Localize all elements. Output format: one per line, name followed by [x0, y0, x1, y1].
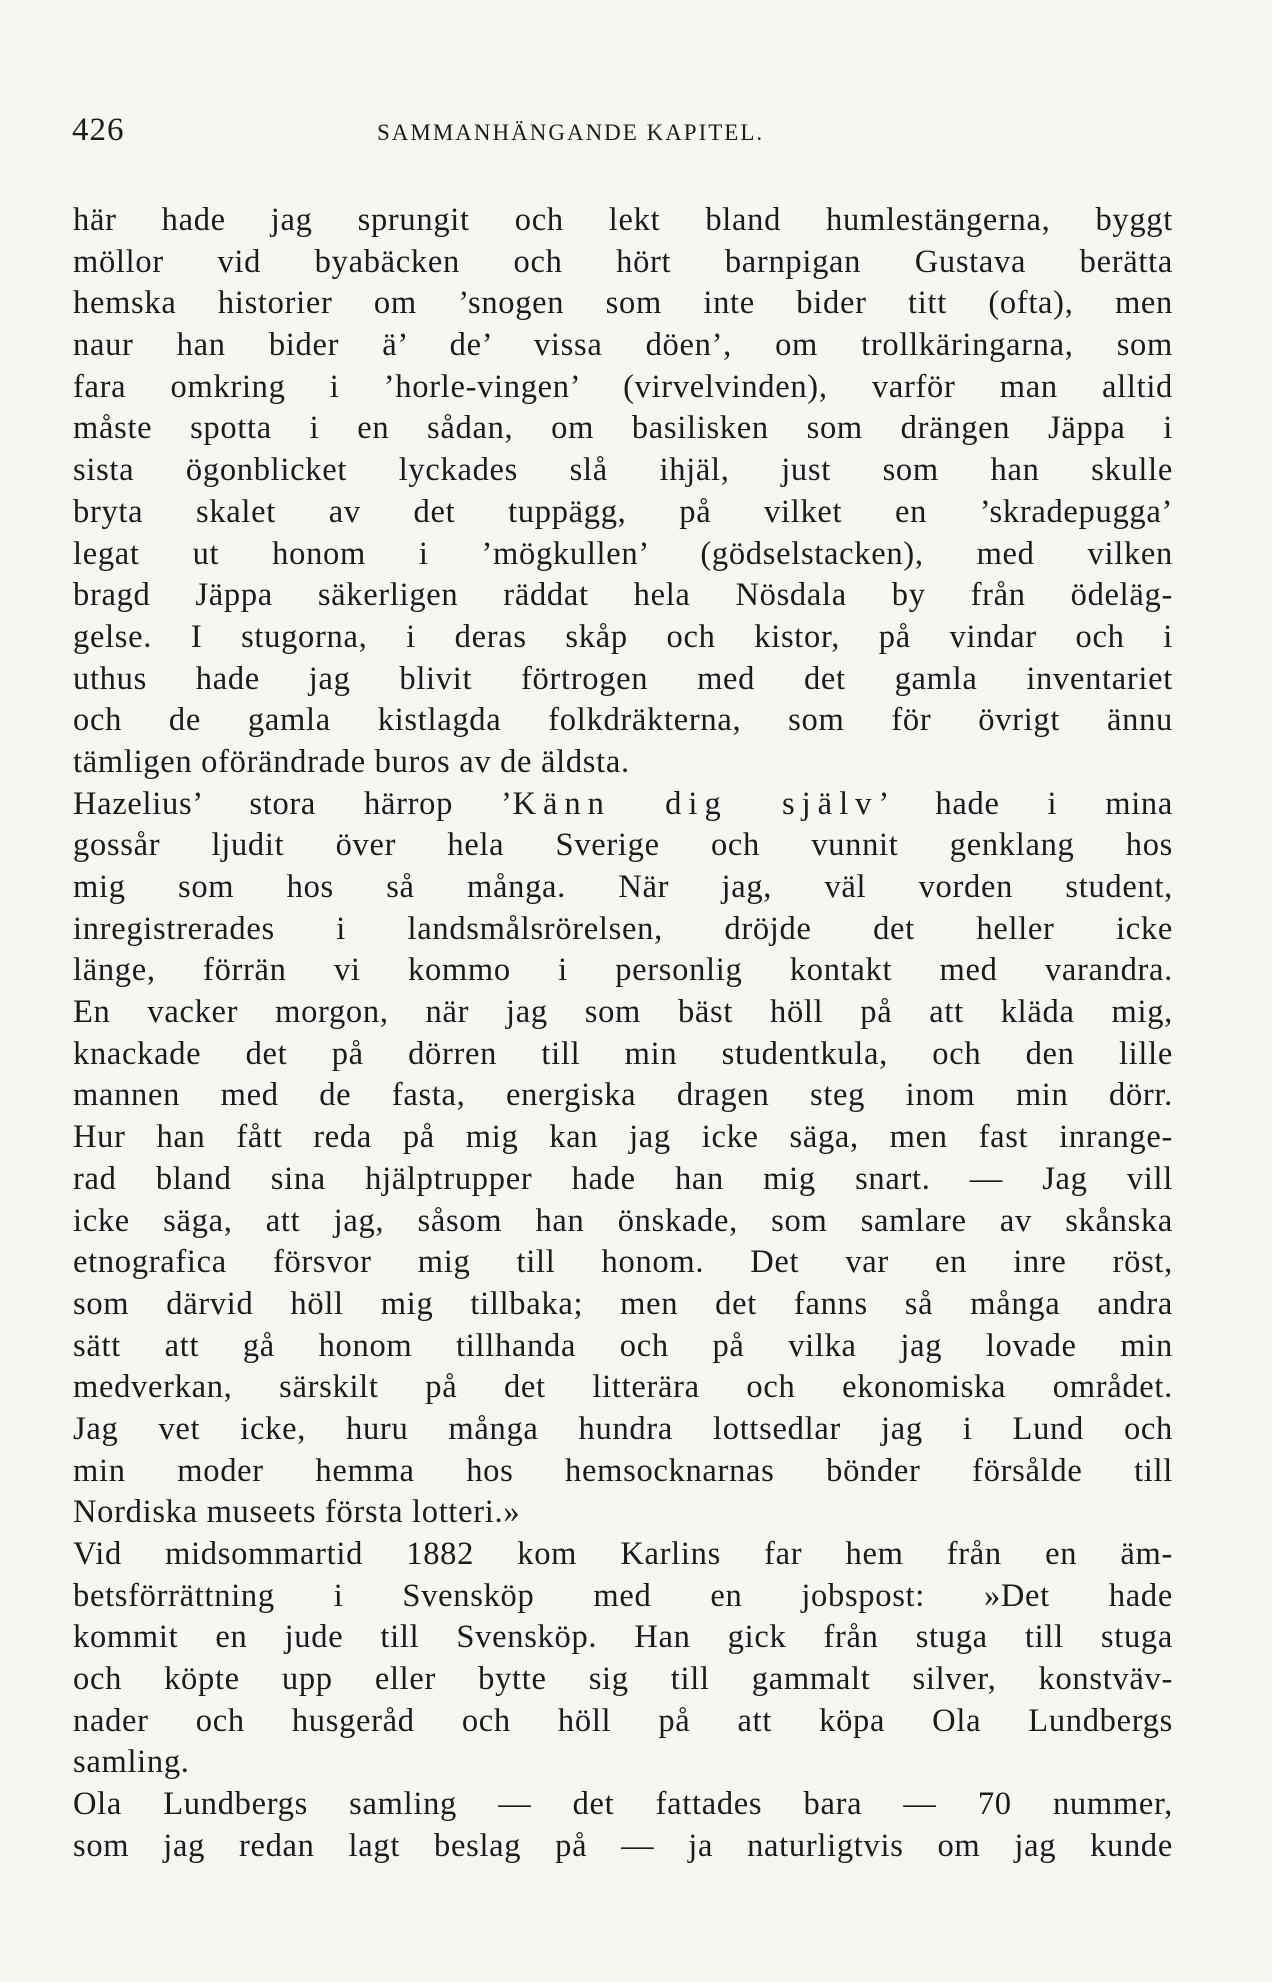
text-line: icke säga, att jag, såsom han önskade, som samlare av skånska: [73, 1202, 1173, 1239]
text-line: hemska historier om ’snogen som inte bider titt (ofta), men: [73, 285, 1173, 322]
body-text: [73, 200, 1173, 1868]
text-segment: Hazelius’ stora härrop ’: [73, 785, 513, 822]
text-line: mannen med de fasta, energiska dragen steg inom min dörr.: [73, 1077, 1173, 1114]
text-line: inregistrerades i landsmålsrörelsen, dröjde det heller icke: [73, 910, 1173, 947]
text-line: min moder hemma hos hemsocknarnas bönder försålde till: [73, 1452, 1173, 1489]
text-line: sätt att gå honom tillhanda och på vilka jag lovade min: [73, 1327, 1173, 1364]
text-line: Vid midsommartid 1882 kom Karlins far hem från en äm-: [73, 1536, 1173, 1572]
text-line: naur han bider ä’ de’ vissa döen’, om trollkäringarna, som: [73, 327, 1173, 364]
text-line: medverkan, särskilt på det litterära och ekonomiska området.: [73, 1369, 1173, 1406]
text-line: fara omkring i ’horle-vingen’ (virvelvinden), varför man alltid: [73, 368, 1173, 405]
text-line: legat ut honom i ’mögkullen’ (gödselstacken), med vilken: [73, 535, 1173, 572]
text-line: och de gamla kistlagda folkdräkterna, som för övrigt ännu: [73, 702, 1173, 739]
text-segment: ’ hade i mina: [878, 785, 1173, 822]
text-line: etnografica försvor mig till honom. Det var en inre röst,: [73, 1244, 1173, 1281]
text-line: mig som hos så många. När jag, väl vorden student,: [73, 869, 1173, 905]
running-head: SAMMANHÄNGANDE KAPITEL.: [377, 120, 765, 145]
text-line: sista ögonblicket lyckades slå ihjäl, just som han skulle: [73, 452, 1173, 489]
text-line: betsförrättning i Svensköp med en jobspost: »Det hade: [73, 1577, 1173, 1614]
text-line: bryta skalet av det tuppägg, på vilket en ’skradepugga’: [73, 493, 1173, 530]
text-line: Hur han fått reda på mig kan jag icke säga, men fast inrange-: [73, 1119, 1173, 1156]
text-line: gossår ljudit över hela Sverige och vunnit genklang hos: [73, 827, 1173, 864]
text-line: En vacker morgon, när jag som bäst höll på att kläda mig,: [73, 994, 1173, 1031]
text-line: Jag vet icke, huru många hundra lottsedlar jag i Lund och: [73, 1410, 1173, 1447]
spaced-quote: Känn dig själv: [512, 785, 879, 822]
text-line: bragd Jäppa säkerligen räddat hela Nösdala by från ödeläg-: [73, 577, 1173, 614]
text-line: kommit en jude till Svensköp. Han gick från stuga till stuga: [73, 1619, 1173, 1656]
text-line: samling.: [73, 1744, 190, 1781]
text-line: rad bland sina hjälptrupper hade han mig snart. — Jag vill: [73, 1160, 1173, 1197]
text-line: nader och husgeråd och höll på att köpa Ola Lundbergs: [73, 1702, 1173, 1739]
text-line: Ola Lundbergs samling — det fattades bara — 70 nummer,: [73, 1786, 1173, 1823]
text-line: knackade det på dörren till min studentkula, och den lille: [73, 1035, 1173, 1072]
text-line: möllor vid byabäcken och hört barnpigan Gustava berätta: [73, 243, 1173, 280]
text-line: gelse. I stugorna, i deras skåp och kistor, på vindar och i: [73, 618, 1173, 655]
text-line: här hade jag sprungit och lekt bland humlestängerna, byggt: [73, 202, 1173, 238]
text-line: länge, förrän vi kommo i personlig kontakt med varandra.: [73, 952, 1173, 989]
text-line: [73, 784, 1173, 826]
text-line: uthus hade jag blivit förtrogen med det gamla inventariet: [73, 660, 1173, 697]
page-header: [72, 112, 1172, 152]
text-line: tämligen oförändrade buros av de äldsta.: [73, 743, 630, 780]
text-line: som jag redan lagt beslag på — ja naturligtvis om jag kunde: [73, 1827, 1173, 1864]
text-line: Nordiska museets första lotteri.»: [73, 1494, 521, 1531]
text-line: och köpte upp eller bytte sig till gammalt silver, konstväv-: [73, 1661, 1173, 1698]
text-line: måste spotta i en sådan, om basilisken som drängen Jäppa i: [73, 410, 1173, 447]
page-number: 426: [72, 112, 125, 148]
text-line: som därvid höll mig tillbaka; men det fanns så många andra: [73, 1285, 1173, 1322]
